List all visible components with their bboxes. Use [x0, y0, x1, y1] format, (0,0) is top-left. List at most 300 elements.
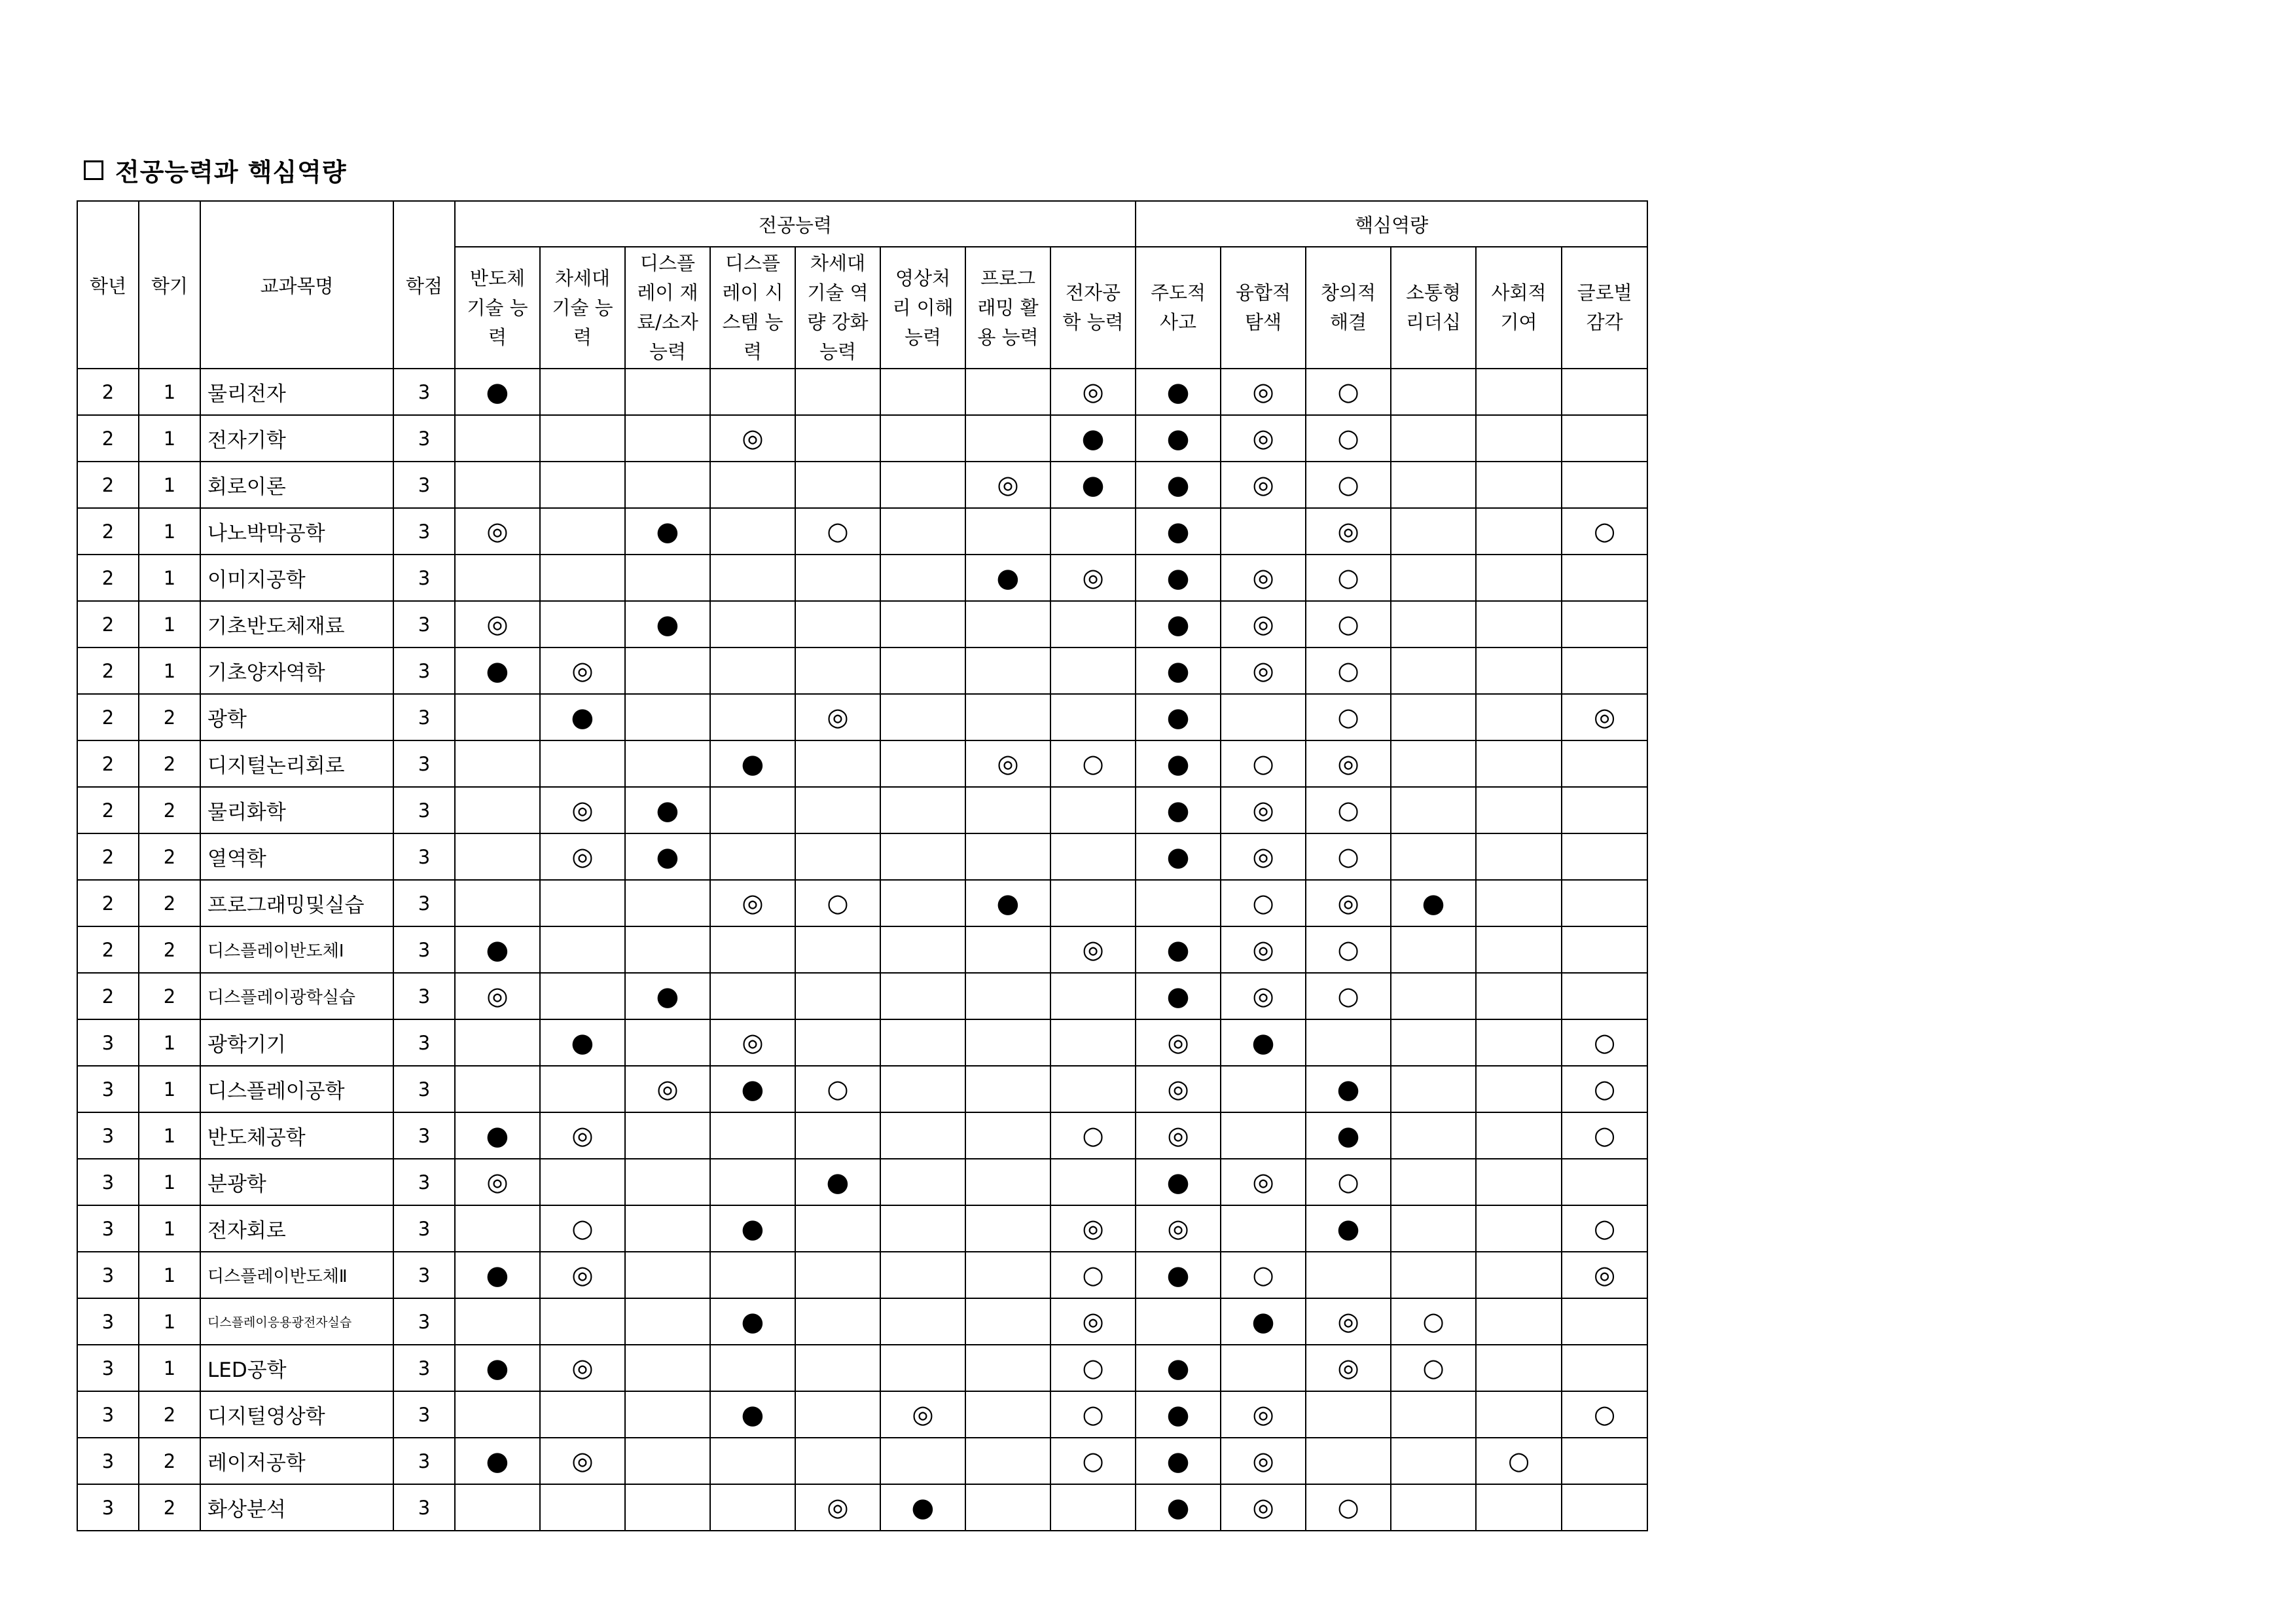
- double-circle-icon: ◎: [571, 656, 594, 685]
- cell-semester: 1: [139, 555, 200, 601]
- cell-course-name: 레이저공학: [200, 1438, 393, 1484]
- header-line: 리더십: [1406, 311, 1462, 333]
- cell-course-name: LED공학: [200, 1345, 393, 1391]
- cell-mark: [1136, 1019, 1221, 1066]
- cell-mark: [965, 369, 1050, 415]
- cell-grade: 3: [77, 1112, 139, 1159]
- filled-circle-icon: ●: [1336, 1213, 1360, 1244]
- cell-mark: [1476, 462, 1562, 508]
- header-line: 디스플: [725, 252, 781, 274]
- cell-mark: [625, 1252, 710, 1298]
- cell-mark: [1562, 926, 1647, 973]
- header-line: 탐색: [1245, 311, 1282, 333]
- filled-circle-icon: ●: [826, 1167, 850, 1197]
- cell-mark: [1136, 1345, 1221, 1391]
- cell-mark: [795, 601, 880, 647]
- empty-circle-icon: ○: [1337, 702, 1359, 731]
- double-circle-icon: ◎: [571, 795, 594, 824]
- cell-mark: [540, 1205, 625, 1252]
- cell-mark: [880, 880, 965, 926]
- double-circle-icon: ◎: [1082, 1307, 1104, 1336]
- header-course: 교과목명: [200, 201, 393, 369]
- cell-mark: [1050, 462, 1136, 508]
- cell-mark: [710, 1112, 795, 1159]
- cell-mark: [625, 1298, 710, 1345]
- cell-mark: [540, 508, 625, 555]
- filled-circle-icon: ●: [1166, 841, 1190, 872]
- cell-mark: [1476, 1159, 1562, 1205]
- empty-circle-icon: ○: [1252, 1260, 1274, 1289]
- cell-grade: 2: [77, 740, 139, 787]
- cell-mark: [1306, 926, 1391, 973]
- double-circle-icon: ◎: [486, 981, 509, 1010]
- double-circle-icon: ◎: [1252, 656, 1274, 685]
- cell-mark: [1136, 555, 1221, 601]
- double-circle-icon: ◎: [656, 1074, 679, 1103]
- cell-mark: [880, 973, 965, 1019]
- cell-credits: 3: [393, 694, 455, 740]
- double-circle-icon: ◎: [1167, 1028, 1189, 1057]
- cell-mark: [1136, 973, 1221, 1019]
- empty-circle-icon: ○: [1422, 1353, 1444, 1382]
- cell-credits: 3: [393, 647, 455, 694]
- cell-mark: [1050, 926, 1136, 973]
- cell-credits: 3: [393, 1484, 455, 1531]
- cell-semester: 2: [139, 1484, 200, 1531]
- cell-mark: [540, 740, 625, 787]
- cell-mark: [710, 1066, 795, 1112]
- table-row: [77, 740, 1647, 787]
- double-circle-icon: ◎: [571, 1121, 594, 1150]
- cell-grade: 3: [77, 1252, 139, 1298]
- cell-mark: [455, 833, 540, 880]
- cell-course-name: 디스플레이공학: [200, 1066, 393, 1112]
- cell-mark: [795, 1205, 880, 1252]
- cell-mark: [1136, 787, 1221, 833]
- cell-mark: [455, 1298, 540, 1345]
- cell-mark: [1306, 1252, 1391, 1298]
- cell-mark: [795, 973, 880, 1019]
- cell-mark: [1221, 1484, 1306, 1531]
- cell-mark: [540, 926, 625, 973]
- header-line: 력: [488, 325, 507, 348]
- cell-mark: [1476, 1345, 1562, 1391]
- cell-mark: [880, 601, 965, 647]
- cell-mark: [1136, 1159, 1221, 1205]
- double-circle-icon: ◎: [1252, 610, 1274, 638]
- cell-mark: [1562, 1298, 1647, 1345]
- cell-mark: [1476, 973, 1562, 1019]
- cell-mark: [1306, 647, 1391, 694]
- cell-mark: [1476, 647, 1562, 694]
- cell-mark: [710, 880, 795, 926]
- empty-circle-icon: ○: [1252, 749, 1274, 778]
- cell-mark: [1306, 1391, 1391, 1438]
- cell-mark: [1562, 1391, 1647, 1438]
- cell-mark: [710, 1484, 795, 1531]
- cell-course-name: 기초반도체재료: [200, 601, 393, 647]
- double-circle-icon: ◎: [1082, 935, 1104, 964]
- cell-credits: 3: [393, 1205, 455, 1252]
- cell-mark: [1050, 1112, 1136, 1159]
- cell-mark: [1306, 973, 1391, 1019]
- cell-credits: 3: [393, 508, 455, 555]
- cell-semester: 2: [139, 973, 200, 1019]
- cell-mark: [1221, 880, 1306, 926]
- cell-credits: 3: [393, 369, 455, 415]
- cell-mark: [1306, 833, 1391, 880]
- cell-mark: [880, 694, 965, 740]
- cell-mark: [1221, 601, 1306, 647]
- cell-mark: [795, 1484, 880, 1531]
- double-circle-icon: ◎: [912, 1400, 934, 1429]
- cell-mark: [965, 740, 1050, 787]
- cell-mark: [965, 833, 1050, 880]
- cell-mark: [1391, 462, 1476, 508]
- major-ability-header-2: [625, 247, 710, 369]
- cell-mark: [1391, 555, 1476, 601]
- cell-mark: [1050, 833, 1136, 880]
- cell-mark: [1476, 1205, 1562, 1252]
- cell-mark: [1221, 1019, 1306, 1066]
- header-core-competency-group: 핵심역량: [1136, 201, 1647, 247]
- cell-mark: [455, 1391, 540, 1438]
- cell-mark: [1221, 1159, 1306, 1205]
- cell-mark: [965, 1298, 1050, 1345]
- cell-mark: [795, 555, 880, 601]
- cell-mark: [1050, 880, 1136, 926]
- double-circle-icon: ◎: [486, 517, 509, 545]
- cell-mark: [710, 787, 795, 833]
- cell-mark: [710, 694, 795, 740]
- cell-credits: 3: [393, 1019, 455, 1066]
- filled-circle-icon: ●: [571, 1027, 594, 1058]
- empty-circle-icon: ○: [1594, 517, 1616, 545]
- cell-mark: [1221, 647, 1306, 694]
- cell-mark: [1476, 1391, 1562, 1438]
- cell-mark: [710, 833, 795, 880]
- empty-circle-icon: ○: [1337, 935, 1359, 964]
- cell-credits: 3: [393, 1159, 455, 1205]
- cell-mark: [1391, 1252, 1476, 1298]
- cell-mark: [965, 1484, 1050, 1531]
- cell-mark: [795, 833, 880, 880]
- cell-mark: [1562, 1252, 1647, 1298]
- cell-mark: [1476, 1019, 1562, 1066]
- cell-mark: [540, 1298, 625, 1345]
- cell-course-name: 물리전자: [200, 369, 393, 415]
- header-line: 기여: [1500, 311, 1537, 333]
- header-line: 용 능력: [977, 325, 1039, 348]
- cell-mark: [710, 1345, 795, 1391]
- filled-circle-icon: ●: [1166, 981, 1190, 1012]
- filled-circle-icon: ●: [741, 748, 764, 779]
- document-title: [84, 152, 347, 188]
- cell-mark: [455, 1345, 540, 1391]
- header-line: 글로벌: [1577, 282, 1632, 304]
- filled-circle-icon: ●: [1251, 1306, 1275, 1337]
- cell-mark: [1050, 369, 1136, 415]
- cell-course-name: 광학기기: [200, 1019, 393, 1066]
- table-row: [77, 508, 1647, 555]
- filled-circle-icon: ●: [656, 981, 679, 1012]
- filled-circle-icon: ●: [1166, 934, 1190, 965]
- core-competency-header-3: [1391, 247, 1476, 369]
- table-row: [77, 926, 1647, 973]
- cell-mark: [540, 880, 625, 926]
- cell-mark: [1476, 787, 1562, 833]
- header-row-groups: [77, 201, 1647, 247]
- cell-mark: [540, 1159, 625, 1205]
- cell-mark: [795, 1159, 880, 1205]
- cell-mark: [455, 1112, 540, 1159]
- cell-mark: [1136, 694, 1221, 740]
- cell-mark: [455, 740, 540, 787]
- cell-mark: [540, 1391, 625, 1438]
- cell-mark: [710, 973, 795, 1019]
- header-line: 레이 재: [637, 282, 698, 304]
- header-line: 차세대: [554, 266, 611, 289]
- cell-grade: 2: [77, 833, 139, 880]
- cell-mark: [965, 462, 1050, 508]
- cell-mark: [540, 647, 625, 694]
- cell-mark: [1562, 555, 1647, 601]
- empty-circle-icon: ○: [1337, 563, 1359, 592]
- cell-credits: 3: [393, 926, 455, 973]
- cell-mark: [625, 555, 710, 601]
- empty-circle-icon: ○: [1252, 888, 1274, 917]
- cell-semester: 1: [139, 647, 200, 694]
- cell-mark: [1221, 926, 1306, 973]
- cell-mark: [1221, 973, 1306, 1019]
- cell-credits: 3: [393, 787, 455, 833]
- cell-semester: 1: [139, 462, 200, 508]
- cell-mark: [1391, 1159, 1476, 1205]
- cell-mark: [1562, 740, 1647, 787]
- cell-mark: [1306, 462, 1391, 508]
- cell-mark: [1562, 415, 1647, 462]
- double-circle-icon: ◎: [571, 1446, 594, 1475]
- cell-semester: 1: [139, 1066, 200, 1112]
- cell-mark: [795, 1298, 880, 1345]
- cell-grade: 3: [77, 1484, 139, 1531]
- cell-mark: [965, 415, 1050, 462]
- major-ability-header-3: [710, 247, 795, 369]
- cell-grade: 2: [77, 880, 139, 926]
- double-circle-icon: ◎: [1252, 1446, 1274, 1475]
- cell-mark: [1476, 694, 1562, 740]
- double-circle-icon: ◎: [997, 749, 1019, 778]
- cell-mark: [625, 1066, 710, 1112]
- table-row: [77, 555, 1647, 601]
- cell-mark: [1391, 415, 1476, 462]
- cell-mark: [1476, 880, 1562, 926]
- cell-mark: [795, 1252, 880, 1298]
- cell-mark: [1476, 555, 1562, 601]
- cell-mark: [455, 1205, 540, 1252]
- cell-mark: [795, 740, 880, 787]
- cell-mark: [1221, 694, 1306, 740]
- cell-mark: [1476, 1438, 1562, 1484]
- empty-circle-icon: ○: [1082, 749, 1104, 778]
- cell-grade: 3: [77, 1205, 139, 1252]
- cell-mark: [540, 833, 625, 880]
- cell-mark: [880, 647, 965, 694]
- cell-semester: 1: [139, 1298, 200, 1345]
- filled-circle-icon: ●: [486, 1120, 509, 1151]
- double-circle-icon: ◎: [486, 1167, 509, 1196]
- filled-circle-icon: ●: [741, 1306, 764, 1337]
- double-circle-icon: ◎: [1252, 935, 1274, 964]
- table-row: [77, 1298, 1647, 1345]
- cell-mark: [710, 369, 795, 415]
- cell-mark: [1306, 601, 1391, 647]
- cell-credits: 3: [393, 1345, 455, 1391]
- cell-grade: 2: [77, 973, 139, 1019]
- cell-mark: [1306, 880, 1391, 926]
- cell-mark: [1562, 1066, 1647, 1112]
- cell-mark: [1136, 601, 1221, 647]
- filled-circle-icon: ●: [486, 1260, 509, 1290]
- cell-course-name: 프로그래밍및실습: [200, 880, 393, 926]
- cell-mark: [795, 369, 880, 415]
- cell-mark: [625, 926, 710, 973]
- cell-semester: 1: [139, 1205, 200, 1252]
- table-row: [77, 1345, 1647, 1391]
- cell-mark: [710, 415, 795, 462]
- cell-mark: [1391, 369, 1476, 415]
- double-circle-icon: ◎: [1252, 470, 1274, 499]
- double-circle-icon: ◎: [1337, 888, 1359, 917]
- empty-circle-icon: ○: [1082, 1400, 1104, 1429]
- cell-mark: [965, 508, 1050, 555]
- double-circle-icon: ◎: [1252, 842, 1274, 871]
- empty-circle-icon: ○: [1594, 1028, 1616, 1057]
- cell-mark: [1391, 740, 1476, 787]
- cell-mark: [455, 555, 540, 601]
- double-circle-icon: ◎: [1252, 424, 1274, 452]
- cell-mark: [625, 1391, 710, 1438]
- filled-circle-icon: ●: [1166, 1353, 1190, 1383]
- cell-mark: [455, 369, 540, 415]
- major-ability-header-7: [1050, 247, 1136, 369]
- core-competency-header-1: [1221, 247, 1306, 369]
- cell-mark: [1136, 462, 1221, 508]
- cell-mark: [455, 926, 540, 973]
- cell-mark: [1136, 1112, 1221, 1159]
- cell-mark: [965, 1345, 1050, 1391]
- filled-circle-icon: ●: [1336, 1120, 1360, 1151]
- cell-mark: [1476, 369, 1562, 415]
- cell-mark: [880, 833, 965, 880]
- filled-circle-icon: ●: [741, 1213, 764, 1244]
- header-line: 레이 시: [722, 282, 783, 304]
- empty-circle-icon: ○: [1337, 842, 1359, 871]
- cell-mark: [540, 1252, 625, 1298]
- cell-mark: [1391, 833, 1476, 880]
- core-competency-header-5: [1562, 247, 1647, 369]
- table-row: [77, 880, 1647, 926]
- cell-mark: [1050, 1345, 1136, 1391]
- cell-credits: 3: [393, 973, 455, 1019]
- cell-mark: [625, 369, 710, 415]
- cell-mark: [1562, 647, 1647, 694]
- cell-mark: [1221, 787, 1306, 833]
- cell-mark: [795, 1066, 880, 1112]
- double-circle-icon: ◎: [742, 888, 764, 917]
- cell-credits: 3: [393, 462, 455, 508]
- table-row: [77, 1019, 1647, 1066]
- double-circle-icon: ◎: [571, 842, 594, 871]
- header-major-ability-group: 전공능력: [455, 201, 1136, 247]
- cell-course-name: 기초양자역학: [200, 647, 393, 694]
- cell-mark: [880, 1066, 965, 1112]
- cell-mark: [1306, 415, 1391, 462]
- cell-mark: [965, 1112, 1050, 1159]
- cell-course-name: 디스플레이응용광전자실습: [200, 1298, 393, 1345]
- cell-mark: [625, 1112, 710, 1159]
- cell-mark: [1050, 1252, 1136, 1298]
- cell-mark: [965, 1066, 1050, 1112]
- cell-mark: [1562, 1205, 1647, 1252]
- filled-circle-icon: ●: [1081, 423, 1105, 454]
- empty-circle-icon: ○: [1594, 1074, 1616, 1103]
- header-line: 소통형: [1406, 282, 1462, 304]
- cell-mark: [795, 1019, 880, 1066]
- cell-mark: [625, 740, 710, 787]
- cell-mark: [710, 1205, 795, 1252]
- cell-mark: [455, 1066, 540, 1112]
- cell-semester: 2: [139, 833, 200, 880]
- cell-mark: [455, 880, 540, 926]
- empty-circle-icon: ○: [1594, 1214, 1616, 1243]
- cell-mark: [710, 555, 795, 601]
- header-line: 감각: [1586, 311, 1623, 333]
- cell-mark: [1562, 508, 1647, 555]
- cell-semester: 2: [139, 1438, 200, 1484]
- cell-mark: [1306, 1205, 1391, 1252]
- cell-mark: [540, 1066, 625, 1112]
- cell-mark: [625, 601, 710, 647]
- double-circle-icon: ◎: [1337, 749, 1359, 778]
- cell-mark: [625, 508, 710, 555]
- table-row: [77, 462, 1647, 508]
- cell-course-name: 디스플레이반도체Ⅱ: [200, 1252, 393, 1298]
- table-row: [77, 1252, 1647, 1298]
- cell-mark: [1562, 1159, 1647, 1205]
- empty-circle-icon: ○: [1337, 795, 1359, 824]
- cell-mark: [1050, 1159, 1136, 1205]
- empty-circle-icon: ○: [1337, 1167, 1359, 1196]
- cell-semester: 2: [139, 926, 200, 973]
- major-ability-header-4: [795, 247, 880, 369]
- cell-mark: [1221, 1391, 1306, 1438]
- cell-mark: [455, 787, 540, 833]
- filled-circle-icon: ●: [486, 655, 509, 686]
- cell-mark: [540, 1112, 625, 1159]
- cell-semester: 1: [139, 601, 200, 647]
- double-circle-icon: ◎: [1337, 1353, 1359, 1382]
- cell-mark: [1306, 369, 1391, 415]
- cell-mark: [1476, 1298, 1562, 1345]
- cell-mark: [1476, 508, 1562, 555]
- header-line: 력: [573, 325, 592, 348]
- cell-mark: [455, 508, 540, 555]
- filled-circle-icon: ●: [486, 934, 509, 965]
- cell-mark: [625, 694, 710, 740]
- cell-mark: [1306, 787, 1391, 833]
- cell-mark: [455, 601, 540, 647]
